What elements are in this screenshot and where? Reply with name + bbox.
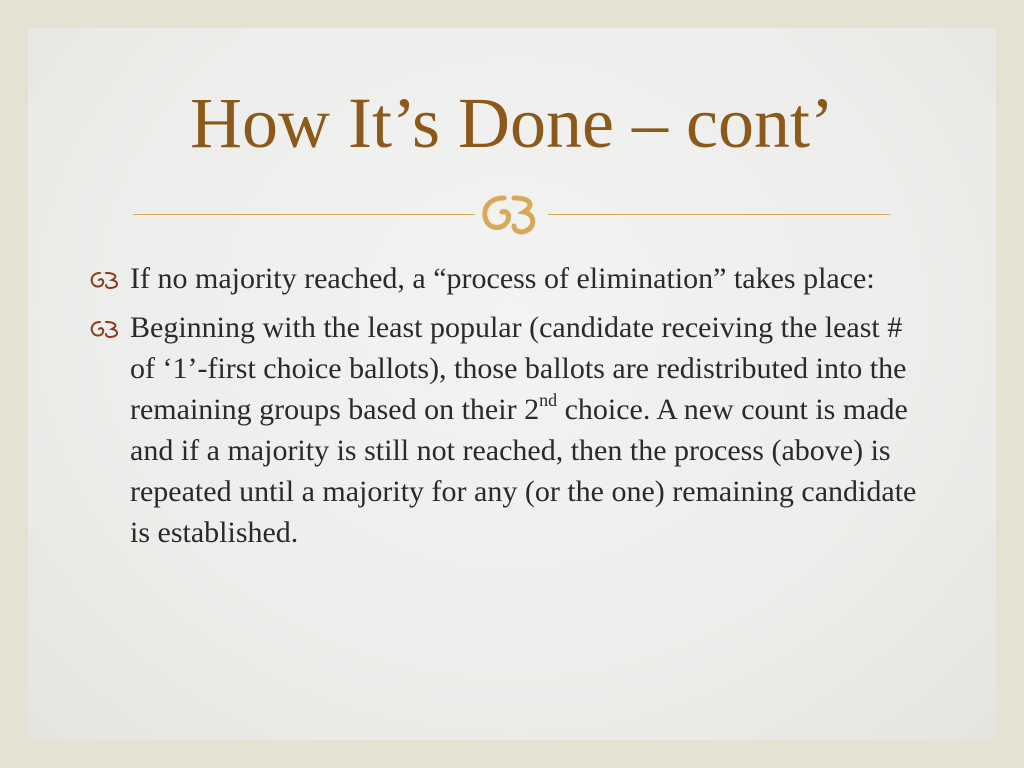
bullet-text-part: Beginning with the least popular (candidate receiving the least # of ‘1’-first choice ballots), those ballots are redistributed into the remaining groups based on their 2 <box>130 311 907 426</box>
scroll-bullet-icon <box>88 268 122 290</box>
slide-title: How It’s Done – cont’ <box>190 83 834 163</box>
scroll-bullet-icon <box>88 317 122 339</box>
slide-body <box>88 258 928 561</box>
bullet-item <box>88 258 928 299</box>
flourish-ornament-icon <box>474 188 550 238</box>
superscript-ordinal: nd <box>539 390 558 410</box>
bullet-item <box>88 307 928 553</box>
bullet-text: If no majority reached, a “process of elimination” takes place: <box>130 262 875 295</box>
bullet-text-part: choice. A new count is made and if a majority is still not reached, then the process (above) is repeated until a majority for any (or the one) remaining candidate is established. <box>130 393 917 549</box>
title-divider-right <box>548 214 890 215</box>
title-divider-left <box>133 214 475 215</box>
